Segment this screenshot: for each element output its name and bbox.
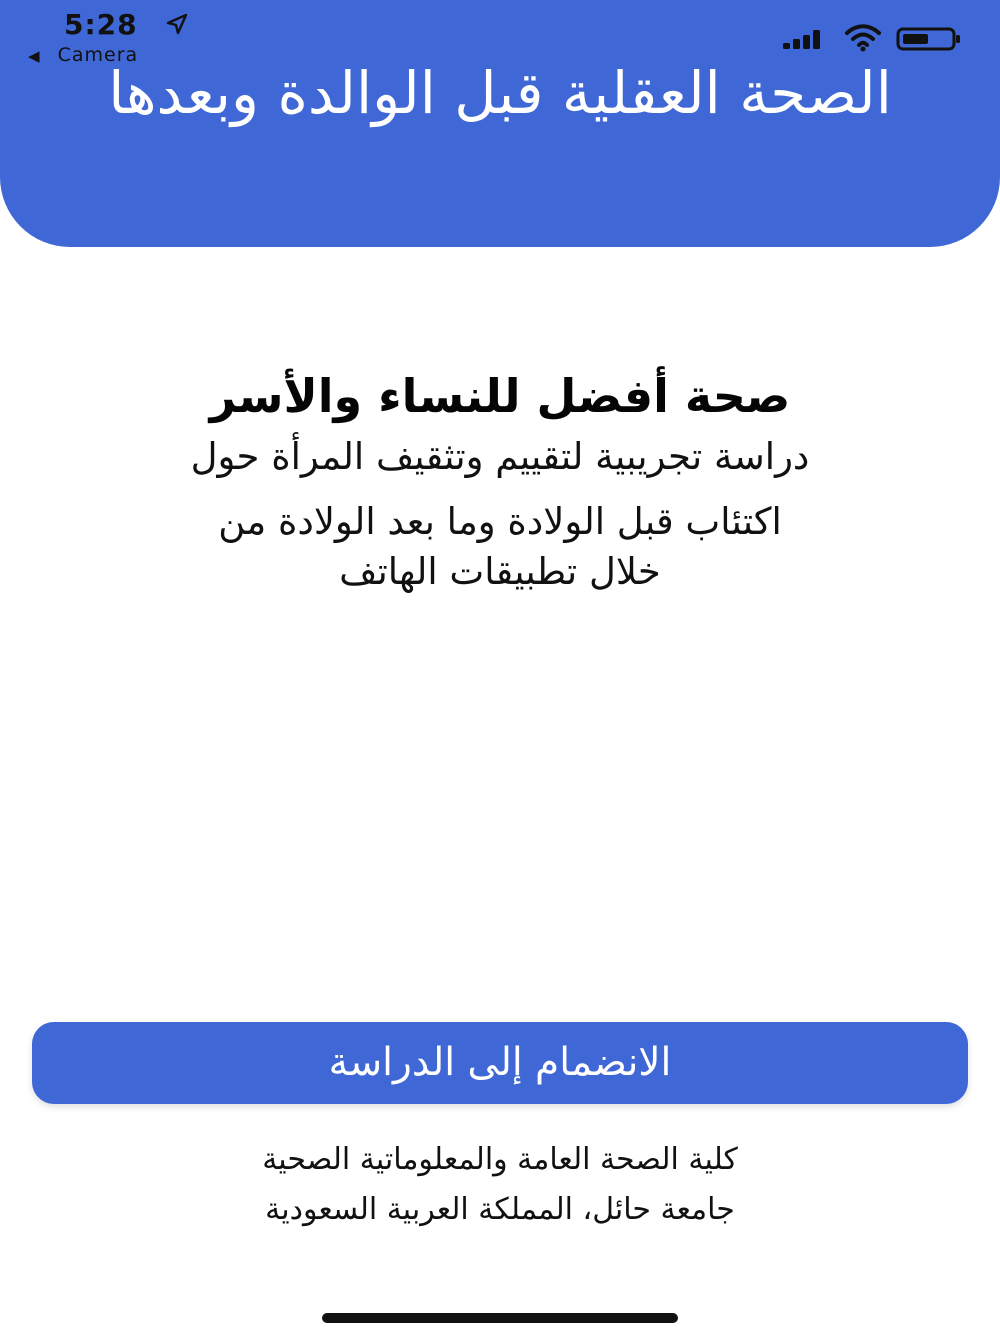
back-triangle-icon: ◀ (28, 47, 41, 65)
join-study-button[interactable]: الانضمام إلى الدراسة (32, 1022, 968, 1104)
study-description-line: دراسة تجريبية لتقييم وتثقيف المرأة حول (190, 435, 810, 478)
cellular-signal-icon (782, 29, 830, 49)
location-arrow-icon (165, 12, 189, 36)
battery-icon (896, 27, 962, 51)
institution-university: جامعة حائل، المملكة العربية السعودية (265, 1192, 735, 1227)
app-header (0, 0, 1000, 247)
status-time: 5:28 (64, 8, 138, 41)
institution-college: كلية الصحة العامة والمعلوماتية الصحية (262, 1142, 738, 1177)
study-description-line: اكتئاب قبل الولادة وما بعد الولادة من (218, 500, 782, 543)
wifi-icon (843, 24, 883, 52)
study-headline: صحة أفضل للنساء والأسر (209, 368, 791, 423)
app-title: الصحة العقلية قبل الوالدة وبعدها (108, 59, 892, 127)
back-app-label: Camera (57, 44, 139, 66)
study-description-line: خلال تطبيقات الهاتف (339, 550, 661, 593)
home-indicator[interactable] (322, 1313, 678, 1323)
